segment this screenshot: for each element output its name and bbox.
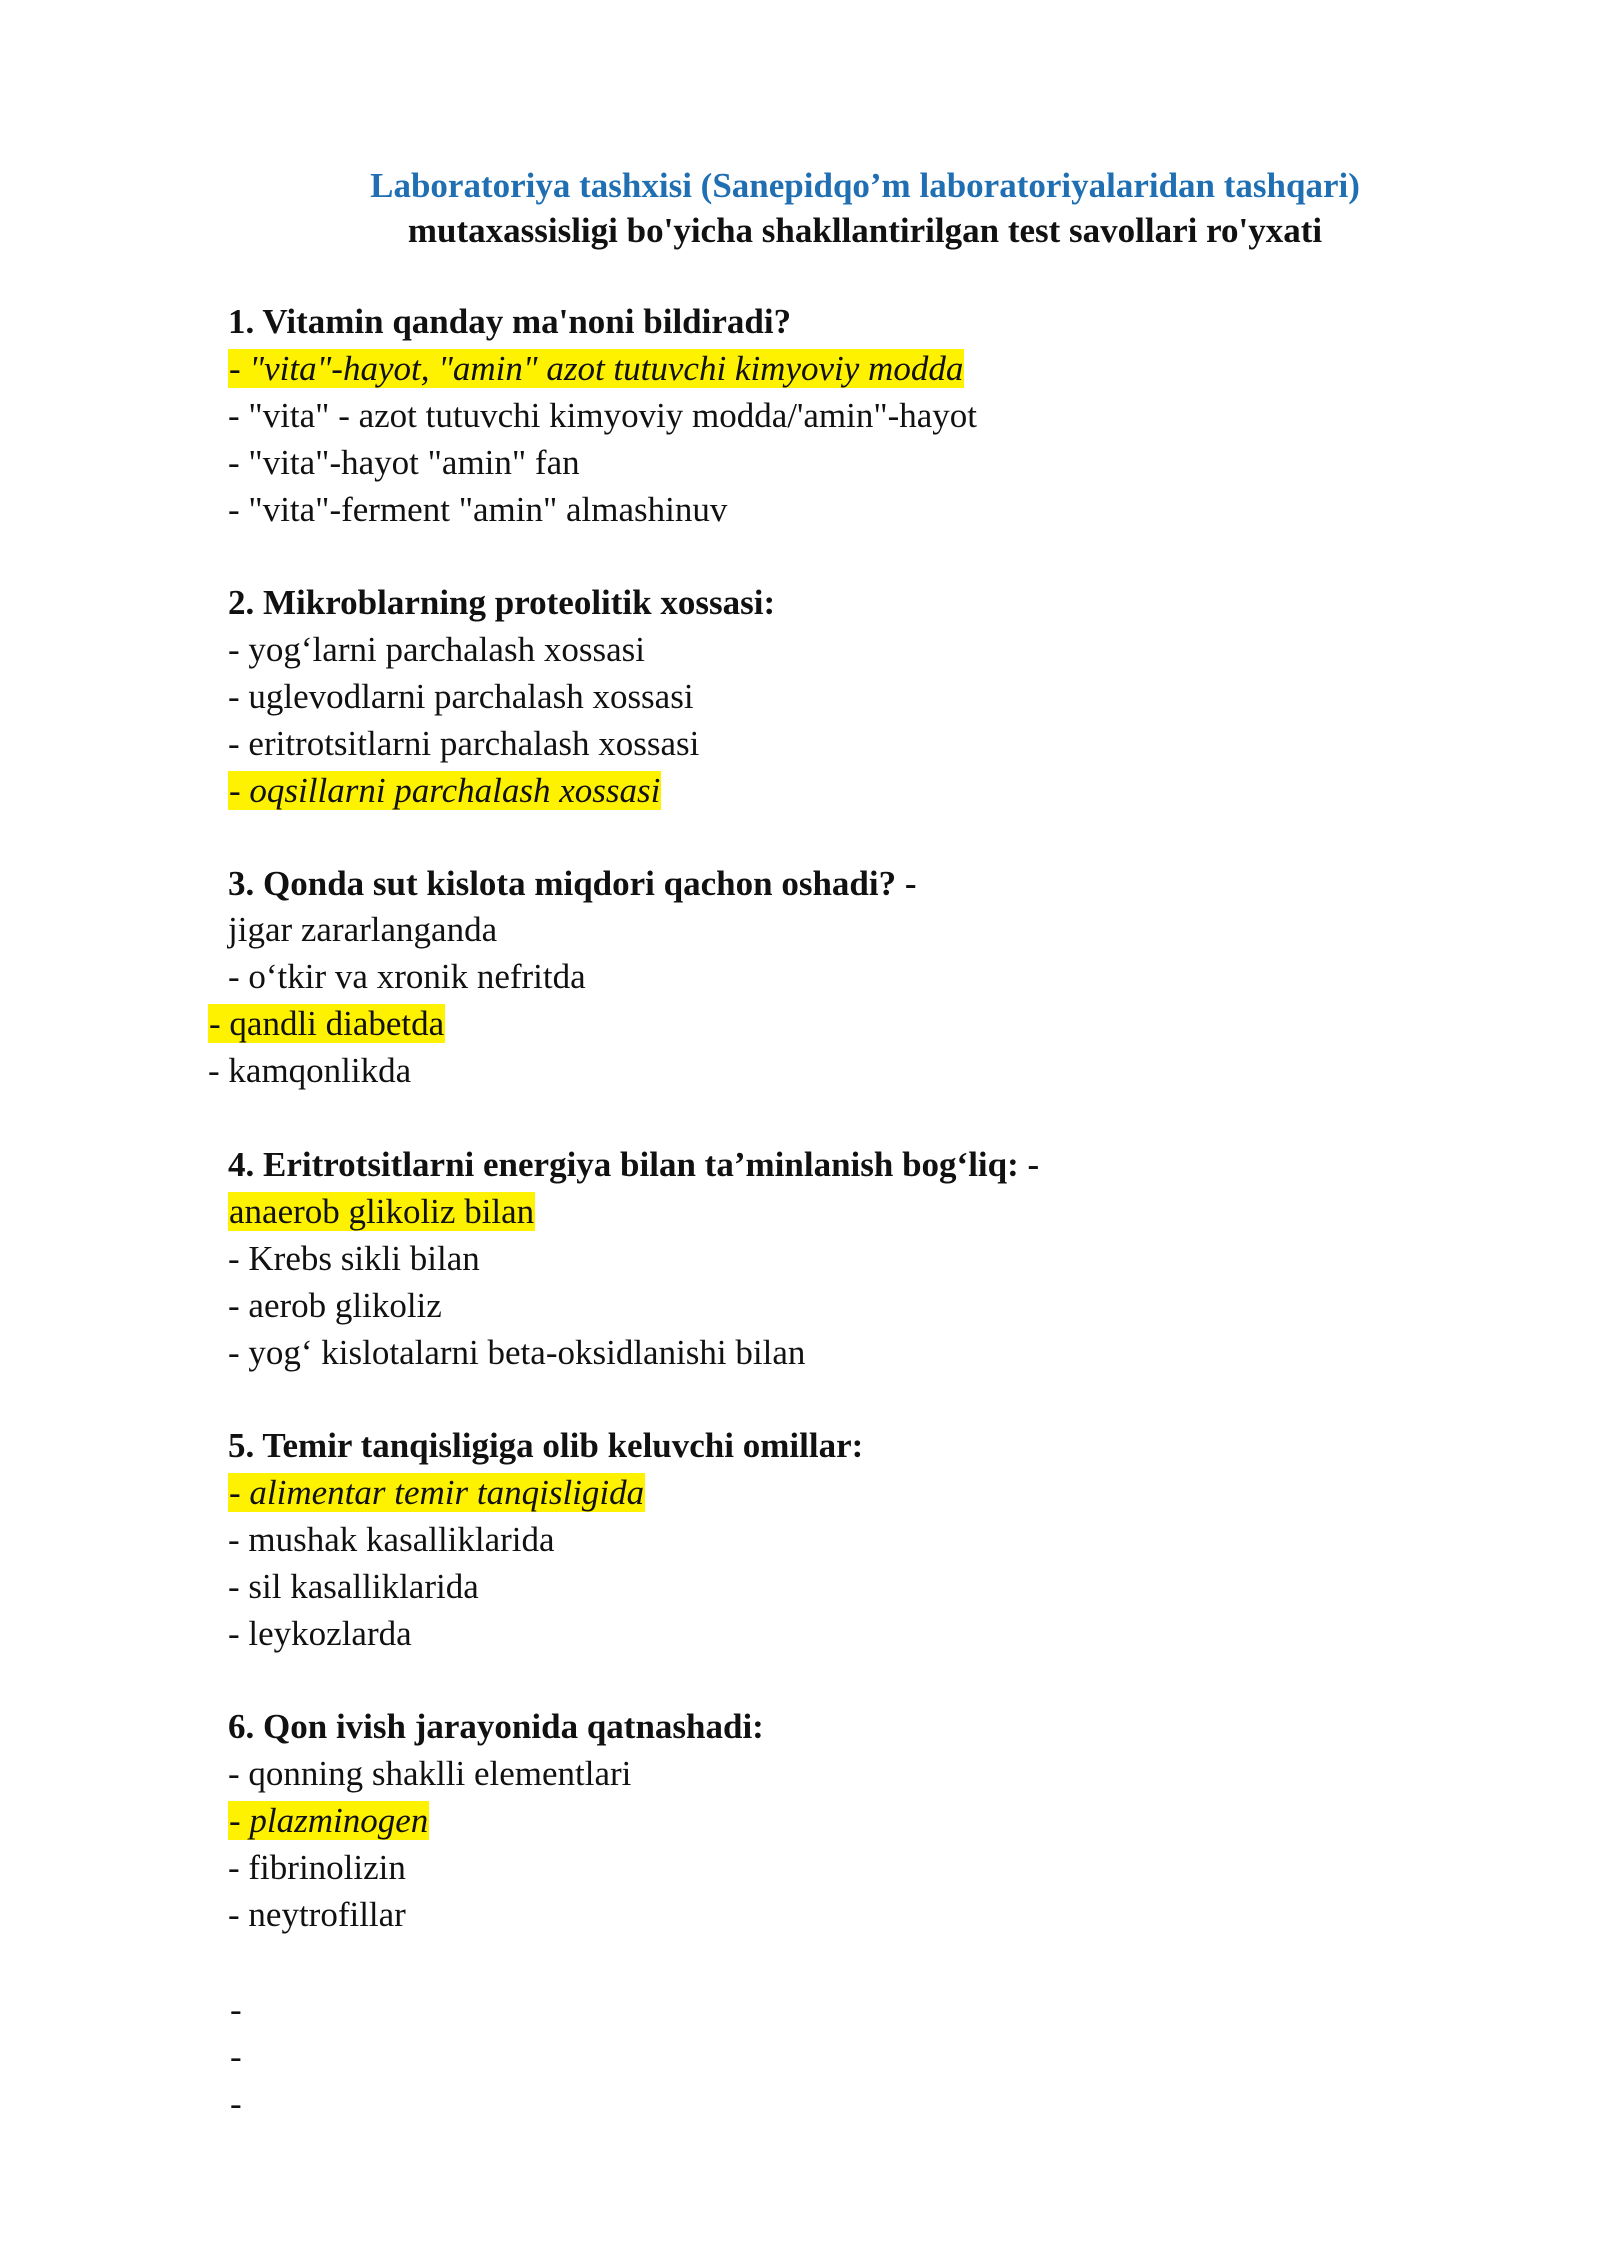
document-subtitle: mutaxassisligi bo'yicha shakllantirilgan test savollari ro'yxati bbox=[407, 211, 1323, 250]
question-2-option-4-correct bbox=[228, 769, 661, 813]
question-2: 2. Mikroblarning proteolitik xossasi: bbox=[228, 583, 776, 622]
question-2-option-2: - uglevodlarni parchalash xossasi bbox=[228, 677, 694, 716]
question-1: 1. Vitamin qanday ma'noni bildiradi? bbox=[228, 302, 792, 341]
correct-answer-highlight: - "vita"-hayot, "amin" azot tutuvchi kimyoviy modda bbox=[229, 349, 964, 388]
question-2-option-3: - eritrotsitlarni parchalash xossasi bbox=[228, 724, 700, 763]
correct-answer-highlight: - oqsillarni parchalash xossasi bbox=[229, 771, 661, 810]
question-4-option-4: - yog‘ kislotalarni beta-oksidlanishi bilan bbox=[228, 1333, 806, 1372]
question-4: 4. Eritrotsitlarni energiya bilan ta’minlanish bog‘liq: - bbox=[228, 1145, 1040, 1184]
question-4-option-3: - aerob glikoliz bbox=[228, 1286, 442, 1325]
question-1-option-3: - "vita"-hayot "amin" fan bbox=[228, 443, 580, 482]
question-3-option-1: jigar zararlanganda bbox=[228, 910, 498, 949]
question-5-option-4: - leykozlarda bbox=[228, 1614, 412, 1653]
question-4-option-1-correct bbox=[228, 1190, 535, 1234]
question-5-option-2: - mushak kasalliklarida bbox=[228, 1520, 555, 1559]
correct-answer-highlight: - plazminogen bbox=[229, 1801, 429, 1840]
question-5-option-3: - sil kasalliklarida bbox=[228, 1567, 479, 1606]
empty-list-dash: - bbox=[230, 1990, 242, 2029]
question-1-option-2: - "vita" - azot tutuvchi kimyoviy modda/'amin"-hayot bbox=[228, 396, 978, 435]
correct-answer-highlight: - qandli diabetda bbox=[209, 1004, 445, 1043]
question-4-option-2: - Krebs sikli bilan bbox=[228, 1239, 480, 1278]
empty-list-dash: - bbox=[230, 2084, 242, 2123]
question-1-option-4: - "vita"-ferment "amin" almashinuv bbox=[228, 490, 728, 529]
question-6-option-3: - fibrinolizin bbox=[228, 1848, 406, 1887]
question-6-option-4: - neytrofillar bbox=[228, 1895, 406, 1934]
question-6: 6. Qon ivish jarayonida qatnashadi: bbox=[228, 1707, 764, 1746]
question-3-option-4: - kamqonlikda bbox=[208, 1051, 412, 1090]
question-5: 5. Temir tanqisligiga olib keluvchi omillar: bbox=[228, 1426, 864, 1465]
question-3: 3. Qonda sut kislota miqdori qachon oshadi? - bbox=[228, 864, 917, 903]
correct-answer-highlight: - alimentar temir tanqisligida bbox=[229, 1473, 645, 1512]
question-1-option-1-correct bbox=[228, 347, 964, 391]
correct-answer-highlight: anaerob glikoliz bilan bbox=[229, 1192, 535, 1231]
question-3-option-3-correct bbox=[208, 1002, 445, 1046]
empty-list-dash: - bbox=[230, 2037, 242, 2076]
question-6-option-2-correct bbox=[228, 1799, 429, 1843]
question-3-option-2: - o‘tkir va xronik nefritda bbox=[228, 957, 586, 996]
question-5-option-1-correct bbox=[228, 1471, 645, 1515]
question-6-option-1: - qonning shaklli elementlari bbox=[228, 1754, 632, 1793]
document-title: Laboratoriya tashxisi (Sanepidqo’m laboratoriyalaridan tashqari) bbox=[370, 166, 1360, 205]
question-2-option-1: - yog‘larni parchalash xossasi bbox=[228, 630, 645, 669]
